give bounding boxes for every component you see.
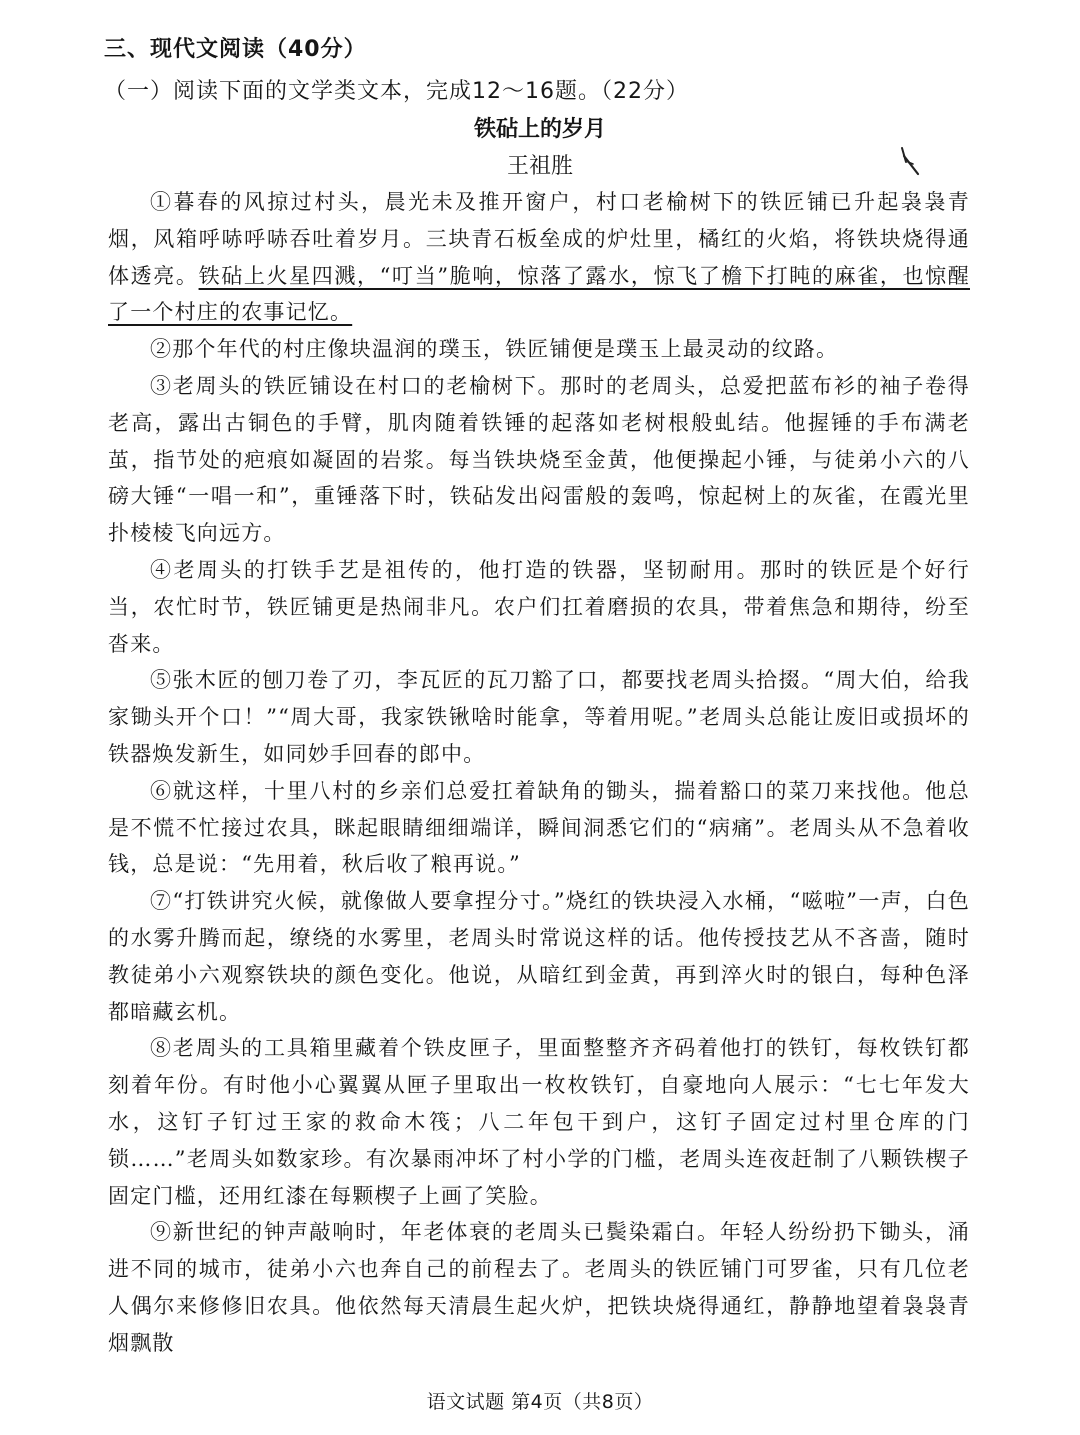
paragraph-9: ⑨新世纪的钟声敲响时，年老体衰的老周头已鬓染霜白。年轻人纷纷扔下锄头，涌进不同的城市，徒弟小六也奔自己的前程去了。老周头的铁匠铺门可罗雀，只有几位老人偶尔来修修旧农具。他依然每天清晨生起火炉，把铁块烧得通红，静静地望着袅袅青烟飘散 [108, 1220, 970, 1355]
article-title: 铁砧上的岁月 [473, 117, 606, 142]
paragraph-2: ②那个年代的村庄像块温润的璞玉，铁匠铺便是璞玉上最灵动的纹路。 [150, 337, 839, 362]
article-author: 王祖胜 [506, 154, 573, 179]
section-heading: 三、现代文阅读（40分） [104, 37, 367, 62]
paragraph-5: ⑤张木匠的刨刀卷了刃，李瓦匠的瓦刀豁了口，都要找老周头拾掇。“周大伯，给我家锄头开个口！”“周大哥，我家铁锹啥时能拿，等着用呢。”老周头总能让废旧或损坏的铁器焕发新生，如同妙手回春的郎中。 [108, 668, 970, 766]
paragraph-6: ⑥就这样，十里八村的乡亲们总爱扛着缺角的锄头，揣着豁口的菜刀来找他。他总是不慌不忙接过农具，眯起眼睛细细端详，瞬间洞悉它们的“病痛”。老周头从不急着收钱，总是说：“先用着，秋后收了粮再说。” [108, 778, 970, 877]
article-body [108, 184, 970, 1362]
paragraph-8: ⑧老周头的工具箱里藏着个铁皮匣子，里面整整齐齐码着他打的铁钉，每枚铁钉都刻着年份。有时他小心翼翼从匣子里取出一枚枚铁钉，自豪地向人展示：“七七年发大水，这钉子钉过王家的救命木筏；八二年包干到户，这钉子固定过村里仓库的门锁……”老周头如数家珍。有次暴雨冲坏了村小学的门槛，老周头连夜赶制了八颗铁楔子固定门槛，还用红漆在每颗楔子上画了笑脸。 [108, 1036, 970, 1208]
section-subheading: （一）阅读下面的文学类文本，完成12～16题。（22分） [104, 79, 689, 104]
paragraph-1 [108, 184, 970, 331]
paragraph-4: ④老周头的打铁手艺是祖传的，他打造的铁器，坚韧耐用。那时的铁匠是个好行当，农忙时节，铁匠铺更是热闹非凡。农户们扛着磨损的农具，带着焦急和期待，纷至沓来。 [108, 557, 970, 656]
paragraph-7: ⑦“打铁讲究火候，就像做人要拿捏分寸。”烧红的铁块浸入水桶，“嗞啦”一声，白色的水雾升腾而起，缭绕的水雾里，老周头时常说这样的话。他传授技艺从不吝啬，随时教徒弟小六观察铁块的颜色变化。他说，从暗红到金黄，再到淬火时的银白，每种色泽都暗藏玄机。 [108, 889, 970, 1024]
paragraph-1-text: ①暮春的风掠过村头，晨光未及推开窗户，村口老榆树下的铁匠铺已升起袅袅青烟，风箱呼哧呼哧吞吐着岁月。三块青石板垒成的炉灶里，橘红的火焰，将铁块烧得通体透亮。 [108, 190, 970, 288]
paragraph-1-underlined-sentence: 铁砧上火星四溅，“叮当”脆响，惊落了露水，惊飞了檐下打盹的麻雀，也惊醒了一个村庄的农事记忆。 [108, 263, 970, 325]
pencil-mark-icon [896, 146, 922, 176]
paragraph-3: ③老周头的铁匠铺设在村口的老榆树下。那时的老周头，总爱把蓝布衫的袖子卷得老高，露出古铜色的手臂，肌肉随着铁锤的起落如老树根般虬结。他握锤的手布满老茧，指节处的疤痕如凝固的岩浆。每当铁块烧至金黄，他便操起小锤，与徒弟小六的八磅大锤“一唱一和”，重锤落下时，铁砧发出闷雷般的轰鸣，惊起树上的灰雀，在霞光里扑棱棱飞向远方。 [108, 373, 970, 546]
page-footer: 语文试题 第4页（共8页） [426, 1391, 654, 1413]
